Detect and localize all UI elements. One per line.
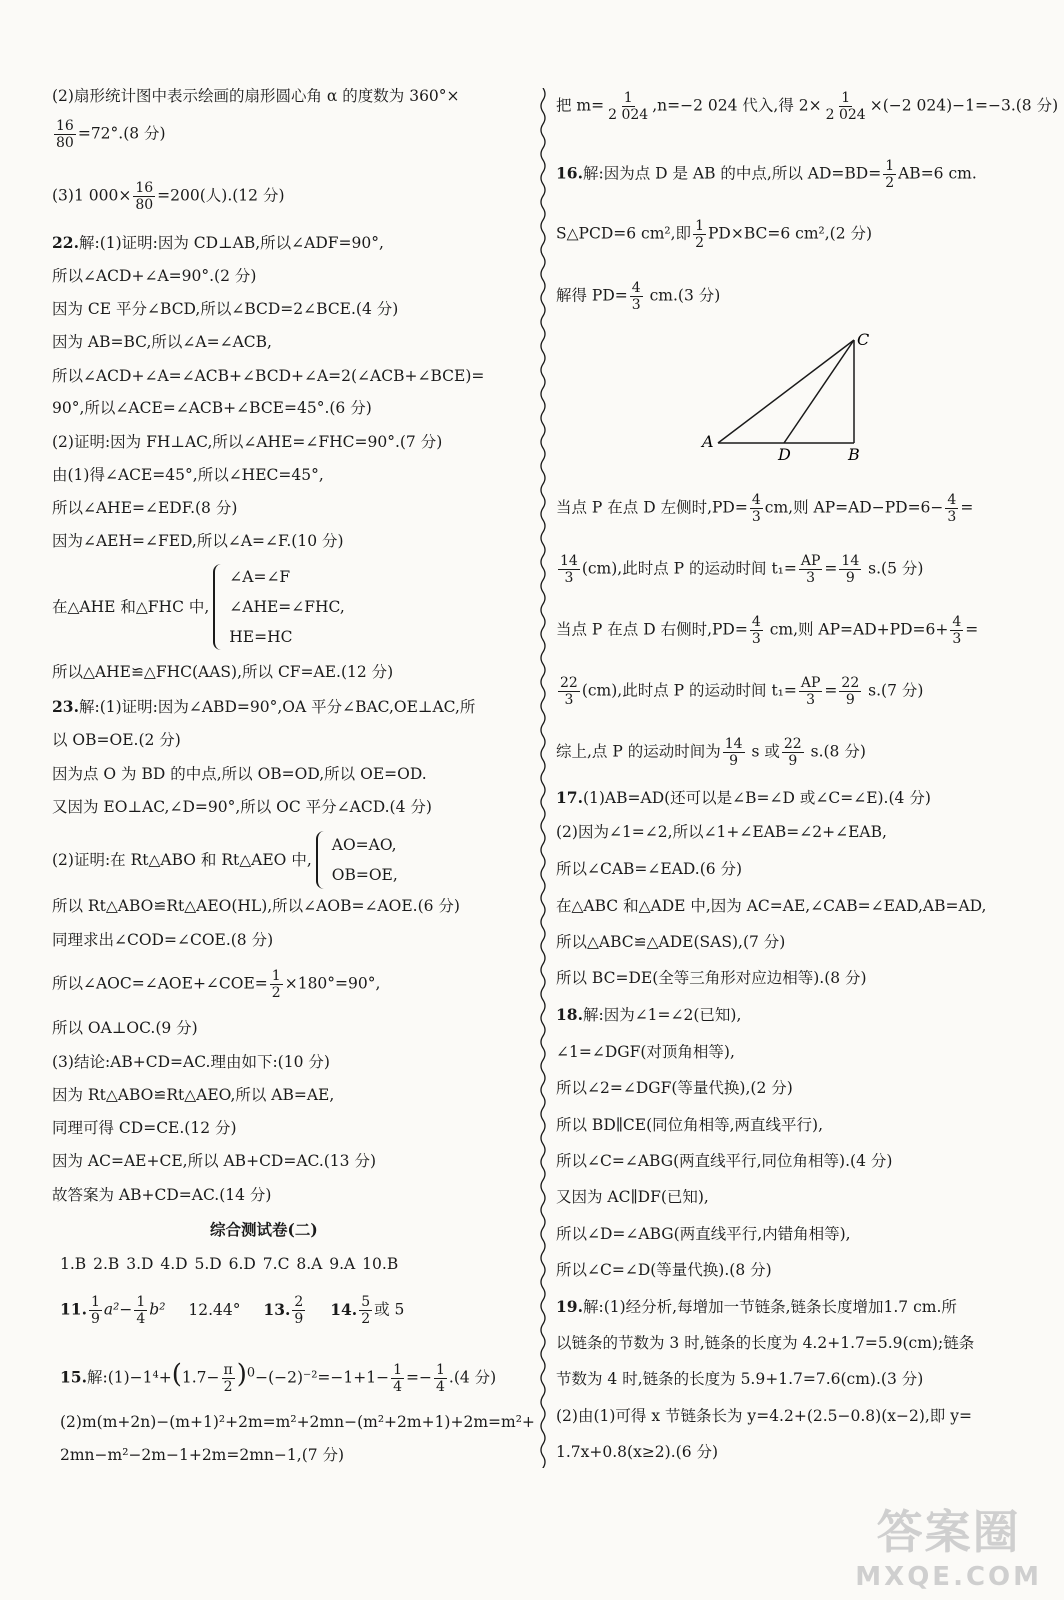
- text-line: (2)m(m+2n)−(m+1)²+2m=m²+2mn−(m²+2m+1)+2m=m²+: [60, 1413, 535, 1431]
- text-line: 所以∠ACD+∠A=90°.(2 分): [52, 267, 257, 285]
- text-line: 所以 BC=DE(全等三角形对应边相等).(8 分): [556, 969, 867, 987]
- text-line: 所以∠C=∠ABG(两直线平行,同位角相等).(4 分): [556, 1152, 893, 1170]
- text-line: (2)扇形统计图中表示绘画的扇形圆心角 α 的度数为 360°×: [52, 87, 460, 105]
- text-line: 所以∠2=∠DGF(等量代换),(2 分): [556, 1079, 793, 1097]
- equation-system: 在△AHE 和△FHC 中, ∠A=∠F ∠AHE=∠FHC, HE=HC: [52, 562, 345, 652]
- text-line: 因为 AC=AE+CE,所以 AB+CD=AC.(13 分): [52, 1152, 377, 1170]
- text-line: 以 OB=OE.(2 分): [52, 731, 181, 749]
- text-line: 所以 BD∥CE(同位角相等,两直线平行),: [556, 1116, 824, 1134]
- text-line: 所以∠AOC=∠AOE+∠COE= $\frac{1}{2}$ ×180°=90°,: [52, 968, 381, 1001]
- column-divider: [538, 88, 548, 1468]
- text-line: 所以∠AHE=∠EDF.(8 分): [52, 499, 238, 517]
- text-line: 所以△ABC≌△ADE(SAS),(7 分): [556, 933, 786, 951]
- text-line: 因为 Rt△ABO≌Rt△AEO,所以 AB=AE,: [52, 1086, 335, 1104]
- label-a: A: [702, 432, 714, 451]
- text-line: 2mn−m²−2m−1+2m=2mn−1,(7 分): [60, 1446, 345, 1464]
- text-line: $\frac{14}{3}$ (cm),此时点 P 的运动时间 t₁= $\frac{AP}{3}$ = $\frac{14}{9}$ s.(5 分): [560, 553, 924, 586]
- text-line: 所以△AHE≌△FHC(AAS),所以 CF=AE.(12 分): [52, 663, 394, 681]
- label-b: B: [848, 445, 860, 464]
- question-22: 22.解:(1)证明:因为 CD⊥AB,所以∠ADF=90°,: [52, 233, 384, 252]
- text-line: 所以 Rt△ABO≌Rt△AEO(HL),所以∠AOB=∠AOE.(6 分): [52, 897, 460, 915]
- text-line: 所以∠D=∠ABG(两直线平行,内错角相等),: [556, 1225, 851, 1243]
- text-line: 因为 AB=BC,所以∠A=∠ACB,: [52, 333, 272, 351]
- text-line: ∠1=∠DGF(对顶角相等),: [556, 1043, 735, 1061]
- text-line: 同理求出∠COD=∠COE.(8 分): [52, 931, 274, 949]
- text-line: 所以∠ACD+∠A=∠ACB+∠BCD+∠A=2(∠ACB+∠BCE)=: [52, 367, 485, 385]
- question-19: 19.解:(1)经分析,每增加一节链条,链条长度增加1.7 cm.所: [556, 1297, 957, 1316]
- label-d: D: [778, 445, 791, 464]
- section-title: 综合测试卷(二): [210, 1220, 318, 1239]
- question-18: 18.解:因为∠1=∠2(已知),: [556, 1005, 742, 1024]
- text-line: 把 m= $\frac{1}{2 024}$ ,n=−2 024 代入,得 2× $\frac{1}{2 024}$ ×(−2 024)−1=−3.(8 分): [556, 90, 1059, 123]
- text-line: (3)1 000× $\frac{16}{80}$ =200(人).(12 分): [52, 180, 285, 213]
- question-16: 16.解:因为点 D 是 AB 的中点,所以 AD=BD= $\frac{1}{2}$ AB=6 cm.: [556, 158, 977, 191]
- text-line: 当点 P 在点 D 左侧时,PD= $\frac{4}{3}$ cm,则 AP=AD−PD=6− $\frac{4}{3}$ =: [556, 492, 974, 525]
- text-line: 90°,所以∠ACE=∠ACB+∠BCE=45°.(6 分): [52, 399, 372, 417]
- watermark: 答案圈 MXQE.COM: [855, 1505, 1042, 1592]
- text-line: 故答案为 AB+CD=AC.(14 分): [52, 1186, 272, 1204]
- text-line: 以链条的节数为 3 时,链条的长度为 4.2+1.7=5.9(cm);链条: [556, 1334, 975, 1352]
- text-line: 解得 PD= $\frac{4}{3}$ cm.(3 分): [556, 280, 721, 313]
- text-line: 所以∠CAB=∠EAD.(6 分): [556, 860, 743, 878]
- text-line: 综上,点 P 的运动时间为 $\frac{14}{9}$ s 或 $\frac{22}{9}$ s.(8 分): [556, 736, 866, 769]
- text-line: 同理可得 CD=CE.(12 分): [52, 1119, 237, 1137]
- text-line: 因为点 O 为 BD 的中点,所以 OB=OD,所以 OE=OD.: [52, 765, 427, 783]
- text-line: 因为 CE 平分∠BCD,所以∠BCD=2∠BCE.(4 分): [52, 300, 399, 318]
- text-line: 由(1)得∠ACE=45°,所以∠HEC=45°,: [52, 466, 324, 484]
- text-line: S△PCD=6 cm²,即 $\frac{1}{2}$ PD×BC=6 cm²,(2 分): [556, 218, 873, 251]
- text-line: (2)由(1)可得 x 节链条长为 y=4.2+(2.5−0.8)(x−2),即 y=: [556, 1407, 972, 1425]
- text-line: 又因为 AC∥DF(已知),: [556, 1188, 709, 1206]
- multiple-choice-answers: 1.B 2.B 3.D 4.D 5.D 6.D 7.C 8.A 9.A 10.B: [60, 1255, 399, 1273]
- text-line: (2)因为∠1=∠2,所以∠1+∠EAB=∠2+∠EAB,: [556, 823, 887, 841]
- label-c: C: [857, 330, 870, 349]
- text-line: 当点 P 在点 D 右侧时,PD= $\frac{4}{3}$ cm,则 AP=AD+PD=6+ $\frac{4}{3}$ =: [556, 614, 979, 647]
- question-17: 17.(1)AB=AD(还可以是∠B=∠D 或∠C=∠E).(4 分): [556, 788, 931, 807]
- text-line: 在△ABC 和△ADE 中,因为 AC=AE,∠CAB=∠EAD,AB=AD,: [556, 897, 987, 915]
- text-line: 节数为 4 时,链条的长度为 5.9+1.7=7.6(cm).(3 分): [556, 1370, 924, 1388]
- text-line: 所以 OA⊥OC.(9 分): [52, 1019, 198, 1037]
- text-line: 又因为 EO⊥AC,∠D=90°,所以 OC 平分∠ACD.(4 分): [52, 798, 432, 816]
- text-line: (2)证明:因为 FH⊥AC,所以∠AHE=∠FHC=90°.(7 分): [52, 433, 443, 451]
- question-15: 15.解:(1)−1⁴+(1.7− $\frac{\pi}{2}$ )$^0$−(−2)⁻²=−1+1− $\frac{1}{4}$ =− $\frac{1}{4}$ .(4 分): [60, 1359, 497, 1395]
- fill-in-answers: 11. $\frac{1}{9}$ a²− $\frac{1}{4}$ b² 12.44° 13. $\frac{2}{9}$ 14. $\frac{5}{2}$ 或 5: [60, 1294, 405, 1327]
- text-line: $\frac{22}{3}$ (cm),此时点 P 的运动时间 t₁= $\frac{AP}{3}$ = $\frac{22}{9}$ s.(7 分): [560, 675, 924, 708]
- question-23: 23.解:(1)证明:因为∠ABD=90°,OA 平分∠BAC,OE⊥AC,所: [52, 697, 476, 716]
- text-line: 1.7x+0.8(x≥2).(6 分): [556, 1443, 719, 1461]
- text-line: 所以∠C=∠D(等量代换).(8 分): [556, 1261, 772, 1279]
- text-line: $\frac{16}{80}$ =72°.(8 分): [56, 118, 166, 151]
- text-line: 因为∠AEH=∠FED,所以∠A=∠F.(10 分): [52, 532, 344, 550]
- text-line: (3)结论:AB+CD=AC.理由如下:(10 分): [52, 1053, 330, 1071]
- equation-system: (2)证明:在 Rt△ABO 和 Rt△AEO 中, AO=AO, OB=OE,: [52, 830, 398, 890]
- triangle-figure: [698, 330, 878, 465]
